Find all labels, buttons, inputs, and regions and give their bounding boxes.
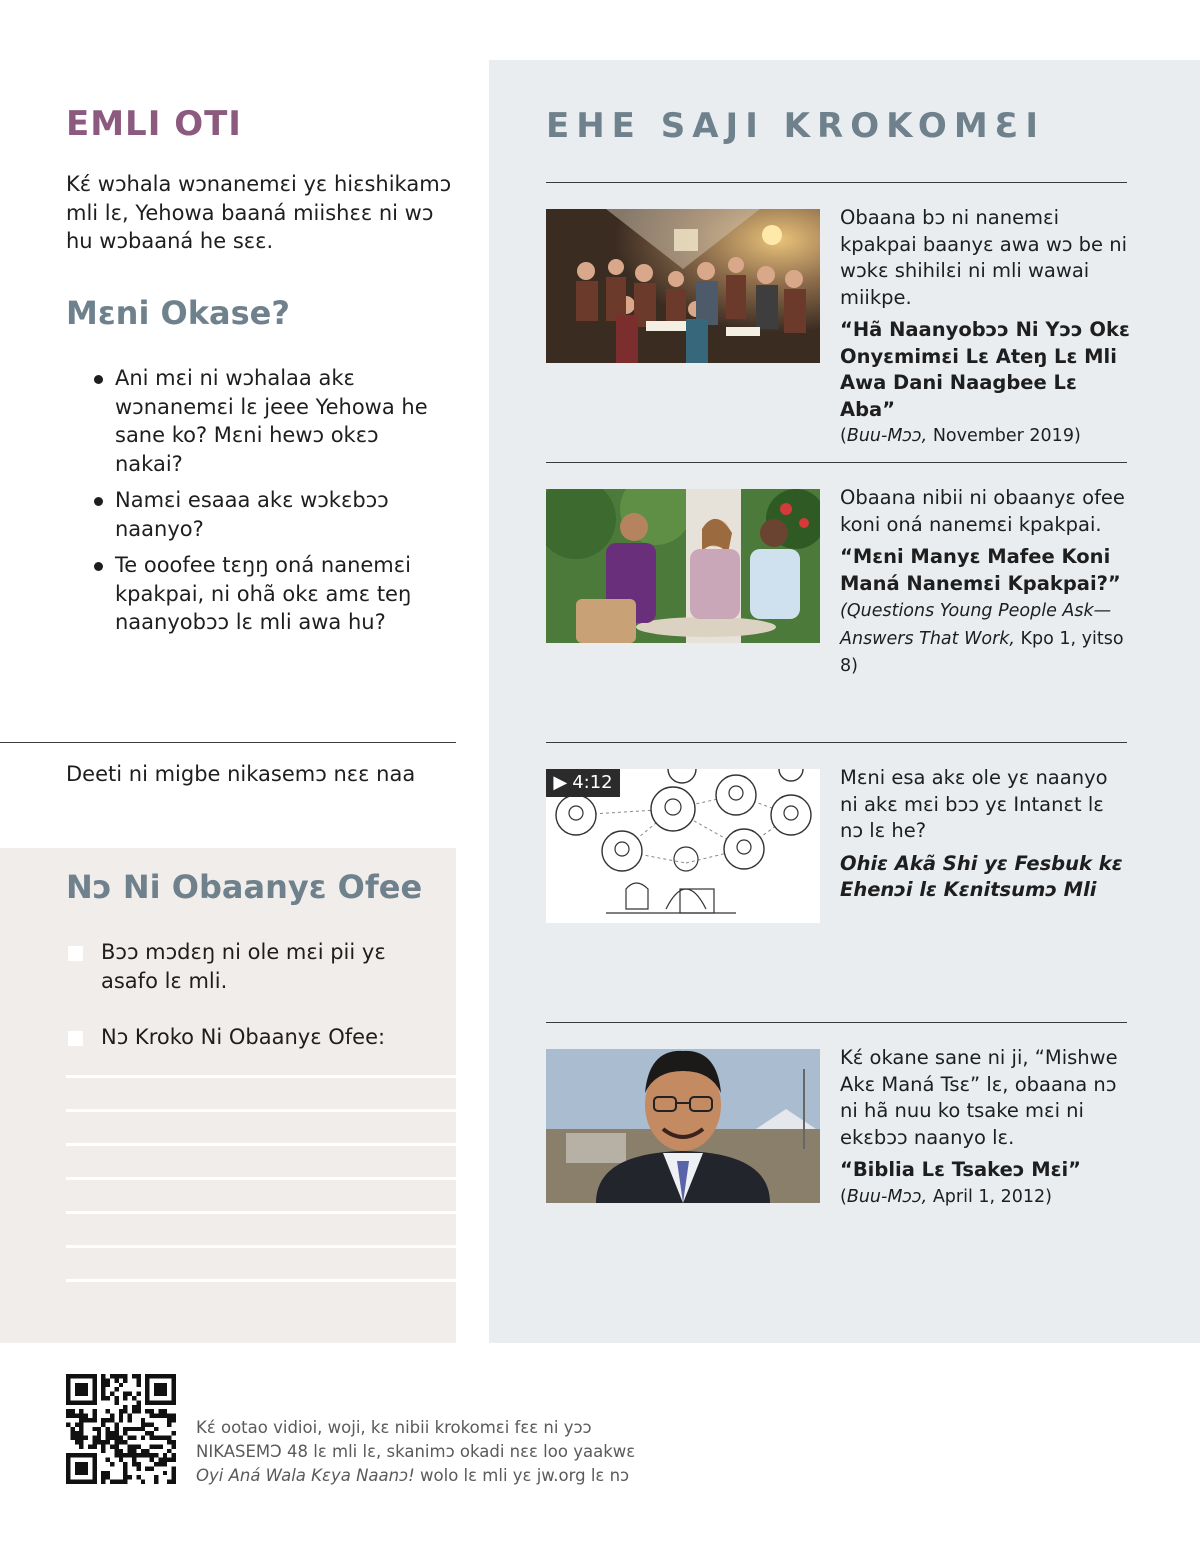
divider: [546, 742, 1127, 743]
qr-code[interactable]: [66, 1374, 176, 1484]
play-icon: ▶: [553, 772, 568, 793]
goal-item[interactable]: [68, 1023, 421, 1052]
resource-description: Mɛni esa akɛ ole yɛ naanyo ni akɛ mɛi bɔɔ yɛ Intanɛt lɛ nɔ lɛ he?: [840, 766, 1108, 842]
video-duration-badge: [546, 769, 620, 797]
resource-text: [840, 205, 1130, 450]
question-item: Te ooofee tɛŋŋ oná nanemɛi kpakpai, ni ohã okɛ amɛ teŋ naanyobɔɔ lɛ mli awa hu?: [92, 551, 432, 637]
goal-item-label: Bɔɔ mɔdɛŋ ni ole mɛi pii yɛ asafo lɛ mli.: [101, 940, 386, 993]
friends-cafe-photo[interactable]: [546, 489, 820, 643]
publication-name: Buu-Mɔɔ,: [846, 1186, 928, 1207]
publication-date: April 1, 2012): [927, 1186, 1052, 1207]
man-portrait-photo[interactable]: [546, 1049, 820, 1203]
publication-name: (Questions Young People Ask—Answers That Work,: [840, 601, 1112, 649]
question-list: [92, 364, 432, 645]
resource-title[interactable]: Ohiɛ Akã Shi yɛ Fesbuk kɛ Ehenɔi lɛ Kɛnitsumɔ Mli: [840, 851, 1123, 901]
goal-title: Nɔ Ni Obaanyɛ Ofee: [66, 868, 423, 906]
publication-location: Kpo 1, yitso 8): [840, 628, 1124, 676]
summary-title: EMLI OTI: [66, 104, 242, 144]
resource-source: [840, 601, 1124, 676]
checkbox[interactable]: [68, 946, 83, 961]
write-line[interactable]: [66, 1279, 456, 1282]
write-line[interactable]: [66, 1211, 456, 1214]
resource-source: (Buu-Mɔɔ, November 2019): [840, 426, 1081, 446]
questions-title: Mɛni Okase?: [66, 294, 290, 332]
book-title[interactable]: Oyi Aná Wala Kɛya Naanɔ!: [196, 1466, 415, 1485]
footer-line: Kɛ́ ootao vidioi, woji, kɛ nibii krokomɛi fɛɛ ni yɔɔ: [196, 1418, 592, 1437]
resource-text: [840, 485, 1130, 680]
resource-title[interactable]: “Hã Naanyobɔɔ Ni Yɔɔ Okɛ Onyɛmimɛi Lɛ Ateŋ Lɛ Mli Awa Dani Naagbee Lɛ Aba”: [840, 318, 1130, 421]
resource-text: [840, 765, 1130, 904]
resource-title[interactable]: “Biblia Lɛ Tsakeɔ Mɛi”: [840, 1158, 1081, 1181]
write-line[interactable]: [66, 1143, 456, 1146]
resource-source: (Buu-Mɔɔ, April 1, 2012): [840, 1186, 1052, 1207]
question-item: Namɛi esaaa akɛ wɔkɛbɔɔ naanyo?: [92, 486, 432, 543]
goal-box: [0, 848, 456, 1343]
divider: [0, 742, 456, 743]
goal-item-label: Nɔ Kroko Ni Obaanyɛ Ofee:: [101, 1025, 386, 1049]
checkbox[interactable]: [68, 1031, 83, 1046]
resource-description: Kɛ́ okane sane ni ji, “Mishwe Akɛ Maná Tsɛ” lɛ, obaana nɔ ni hã nuu ko tsake mɛi ni ekɛbɔɔ naanyo lɛ.: [840, 1046, 1118, 1149]
divider: [546, 1022, 1127, 1023]
date-field-label[interactable]: Deeti ni migbe nikasemɔ nɛɛ naa: [66, 762, 416, 786]
resource-description: Obaana bɔ ni nanemɛi kpakpai baanyɛ awa wɔ be ni wɔkɛ shihilɛi ni mli wawai miikpe.: [840, 206, 1128, 309]
resource-description: Obaana nibii ni obaanyɛ ofee koni oná nanemɛi kpakpai.: [840, 486, 1125, 536]
summary-text: Kɛ́ wɔhala wɔnanemɛi yɛ hiɛshikamɔ mli lɛ, Yehowa baaná miishɛɛ ni wɔ hu wɔbaaná he sɛɛ.: [66, 172, 452, 253]
footer-text: [196, 1416, 716, 1488]
divider: [546, 182, 1127, 183]
network-drawing[interactable]: [546, 769, 820, 923]
resource-title[interactable]: “Mɛni Manyɛ Mafee Koni Maná Nanemɛi Kpakpai?” (Questions Young People Ask—Answers That Work, Kpo 1, yitso 8): [840, 545, 1124, 676]
publication-date: November 2019): [927, 426, 1081, 446]
resource-text: [840, 1045, 1130, 1210]
footer-line: wolo lɛ mli yɛ jw.org lɛ nɔ: [414, 1466, 630, 1485]
divider: [546, 462, 1127, 463]
group-study-photo[interactable]: [546, 209, 820, 363]
write-line[interactable]: [66, 1245, 456, 1248]
write-line[interactable]: [66, 1075, 456, 1078]
write-line[interactable]: [66, 1177, 456, 1180]
goal-item[interactable]: [68, 938, 421, 995]
write-line[interactable]: [66, 1109, 456, 1112]
video-duration: 4:12: [572, 772, 613, 793]
panel-title: EHE SAJI KROKOMƐI: [546, 106, 1045, 146]
footer-line: NIKASEMƆ 48 lɛ mli lɛ, skanimɔ okadi nɛɛ loo yaakwɛ: [196, 1442, 636, 1461]
publication-name: Buu-Mɔɔ,: [846, 426, 928, 446]
question-item: Ani mɛi ni wɔhalaa akɛ wɔnanemɛi lɛ jeee Yehowa he sane ko? Mɛni hewɔ okɛɔ nakai?: [92, 364, 432, 478]
